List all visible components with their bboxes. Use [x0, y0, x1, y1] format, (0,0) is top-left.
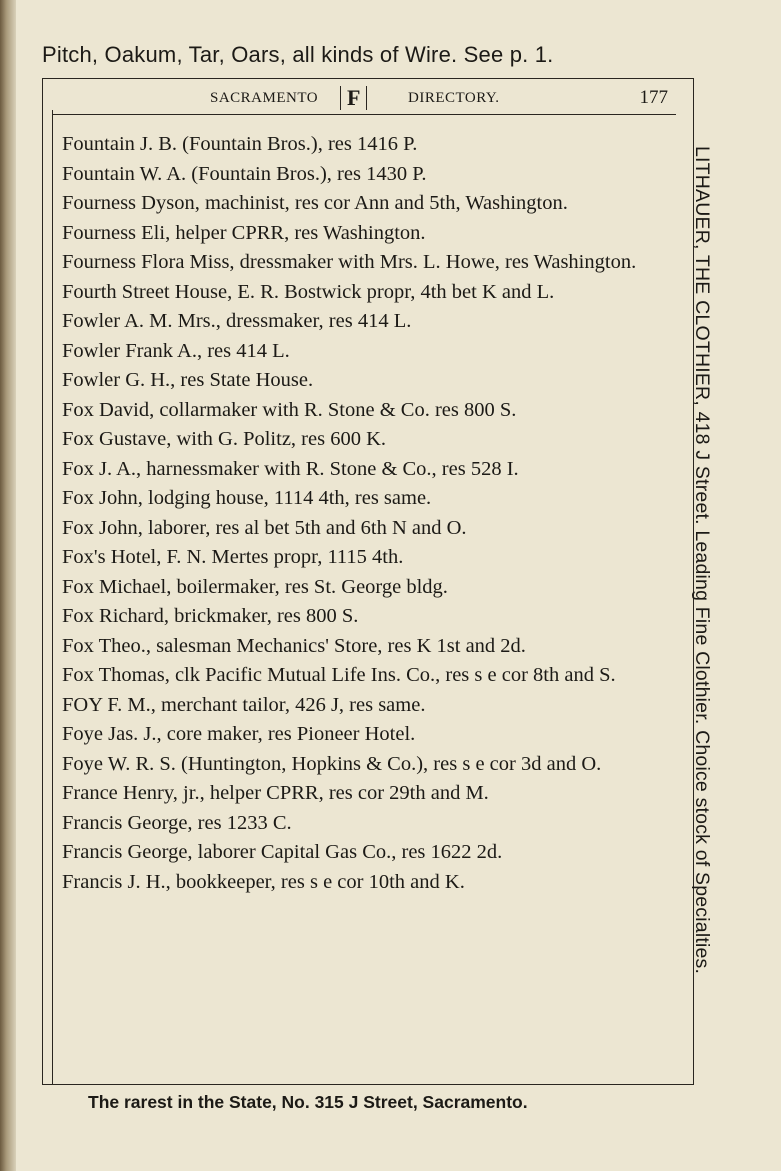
directory-entry: Fox John, laborer, res al bet 5th and 6th N and O. [62, 516, 467, 539]
directory-entry: Fox J. A., harnessmaker with R. Stone & Co., res 528 I. [62, 457, 519, 480]
header-directory: DIRECTORY. [408, 90, 500, 106]
directory-entry: Foye W. R. S. (Huntington, Hopkins & Co.), res s e cor 3d and O. [62, 752, 602, 775]
directory-entry: Francis George, laborer Capital Gas Co., res 1622 2d. [62, 841, 503, 863]
directory-entry: Fowler A. M. Mrs., dressmaker, res 414 L. [62, 310, 412, 332]
directory-entry: Fox's Hotel, F. N. Mertes propr, 1115 4th. [62, 546, 404, 568]
directory-entry: Fowler Frank A., res 414 L. [62, 339, 290, 362]
running-header [52, 86, 676, 115]
directory-entry: Fox Thomas, clk Pacific Mutual Life Ins. Co., res s e cor 8th and S. [62, 664, 616, 686]
frame-inner-rule [52, 110, 53, 1085]
top-advertisement: Pitch, Oakum, Tar, Oars, all kinds of Wire. See p. 1. [42, 42, 554, 67]
directory-entry: Fountain W. A. (Fountain Bros.), res 1430 P. [62, 162, 427, 185]
directory-entry: Fox John, lodging house, 1114 4th, res same. [62, 487, 432, 509]
directory-entry: Fourness Eli, helper CPRR, res Washington. [62, 221, 426, 244]
directory-entry: Fox Richard, brickmaker, res 800 S. [62, 605, 359, 627]
bottom-advertisement: The rarest in the State, No. 315 J Street, Sacramento. [88, 1092, 528, 1112]
header-letter: F [340, 86, 367, 110]
page-number: 177 [639, 87, 668, 108]
directory-entry: Fourness Flora Miss, dressmaker with Mrs. L. Howe, res Washington. [62, 251, 637, 273]
directory-entry: Fountain J. B. (Fountain Bros.), res 1416 P. [62, 133, 418, 155]
book-spine-shadow [0, 0, 16, 1171]
directory-entry: France Henry, jr., helper CPRR, res cor 29th and M. [62, 782, 489, 804]
directory-entry: Fourth Street House, E. R. Bostwick propr, 4th bet K and L. [62, 280, 555, 303]
directory-entry: Fox Theo., salesman Mechanics' Store, res K 1st and 2d. [62, 634, 526, 657]
directory-entries [62, 130, 674, 897]
directory-entry: Fowler G. H., res State House. [62, 369, 314, 391]
directory-entry: Fourness Dyson, machinist, res cor Ann and 5th, Washington. [62, 192, 568, 214]
directory-entry: Foye Jas. J., core maker, res Pioneer Hotel. [62, 723, 416, 745]
directory-entry: Francis J. H., bookkeeper, res s e cor 10th and K. [62, 870, 465, 893]
directory-entry: Fox Gustave, with G. Politz, res 600 K. [62, 428, 386, 450]
side-advertisement [680, 146, 720, 1006]
directory-entry: Fox David, collarmaker with R. Stone & Co. res 800 S. [62, 398, 517, 421]
header-city: SACRAMENTO [210, 90, 319, 106]
directory-entry: Francis George, res 1233 C. [62, 811, 292, 834]
directory-entry: Fox Michael, boilermaker, res St. George bldg. [62, 575, 448, 598]
directory-entry: FOY F. M., merchant tailor, 426 J, res same. [62, 693, 426, 716]
side-advertisement-text: LITHAUER, THE CLOTHIER, 418 J Street. Leading Fine Clothier. Choice stock of Specialties. [691, 146, 713, 975]
